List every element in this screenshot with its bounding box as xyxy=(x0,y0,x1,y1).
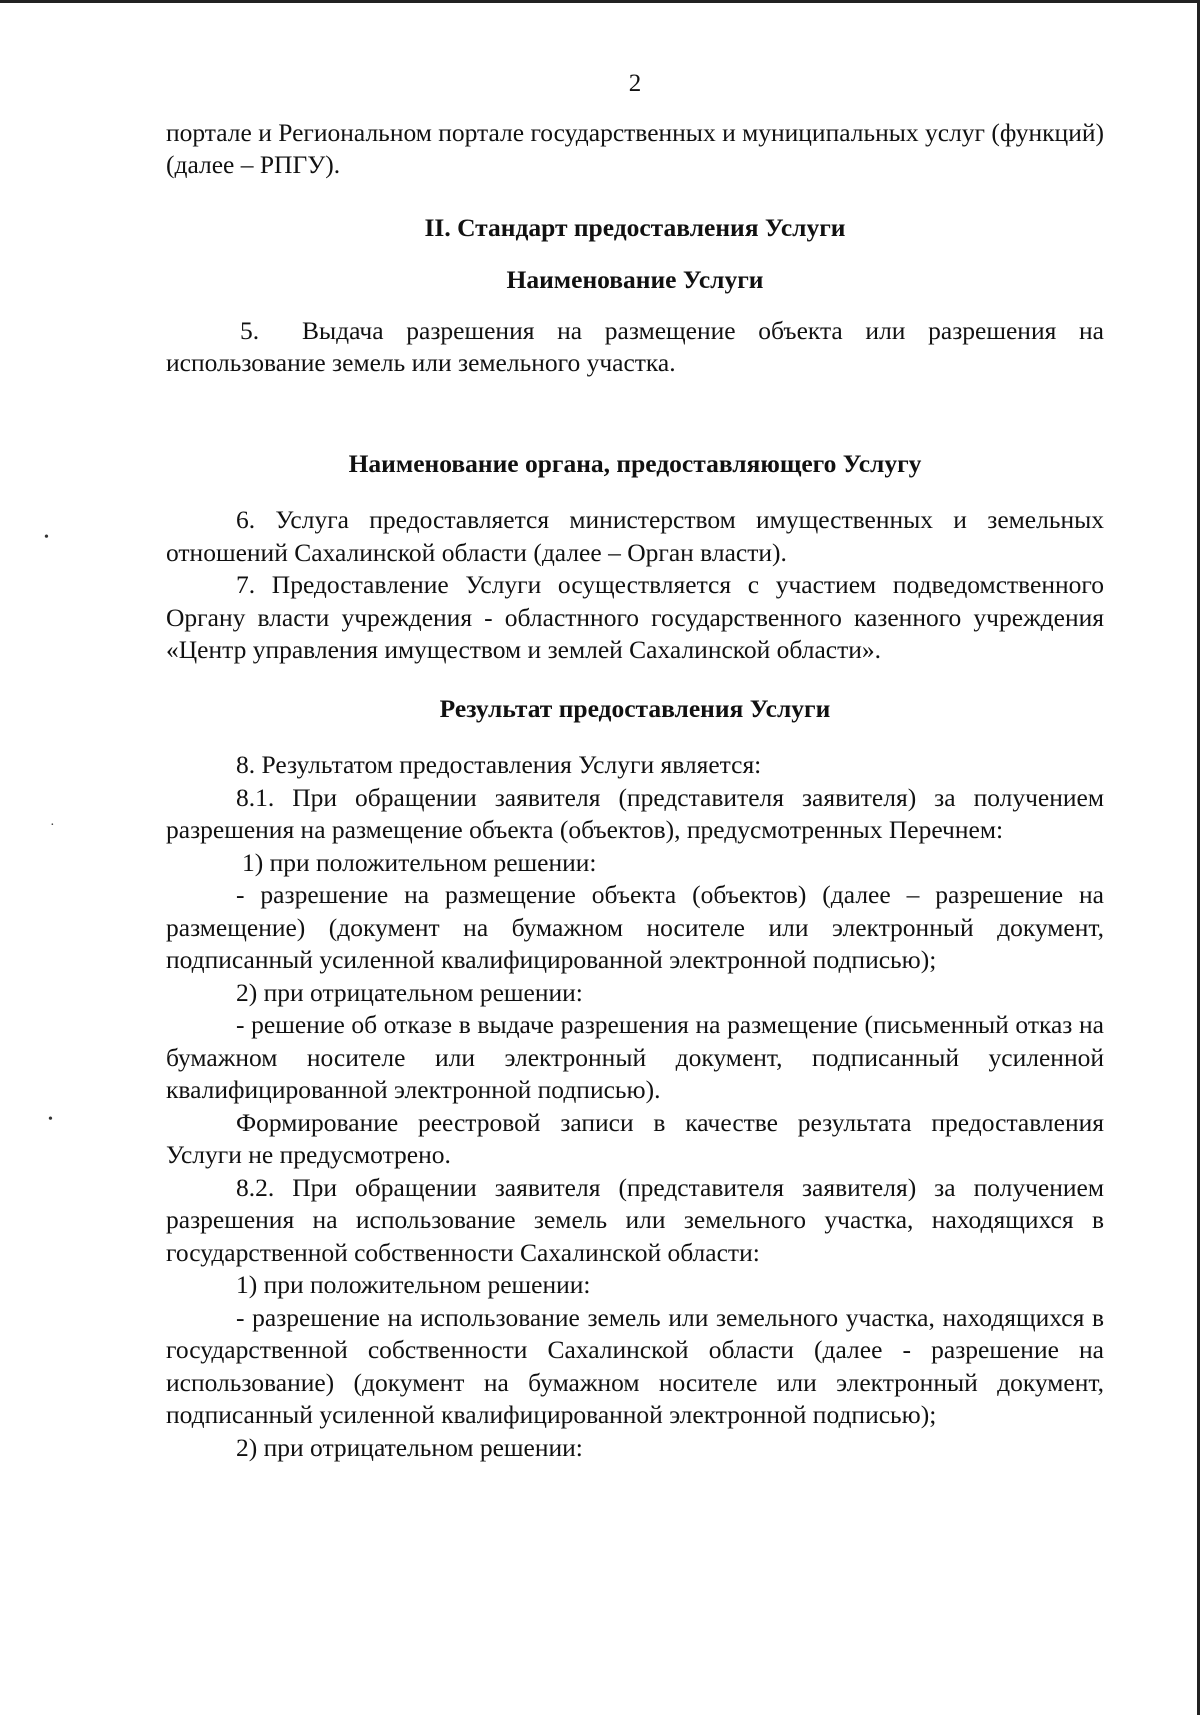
scan-speck: · xyxy=(50,818,55,833)
paragraph-6: 6. Услуга предоставляется министерством имущественных и земельных отношений Сахалинской области (далее – Орган власти). xyxy=(166,505,1104,567)
paragraph-8-1-positive: 1) при положительном решении: xyxy=(242,847,597,877)
paragraph-8-2-negative: 2) при отрицательном решении: xyxy=(236,1432,583,1462)
paragraph-5-number: 5. xyxy=(240,315,260,345)
document-page xyxy=(166,68,1104,1464)
scan-speck: • xyxy=(44,530,49,545)
page-number: 2 xyxy=(628,70,642,97)
paragraph-7: 7. Предоставление Услуги осуществляется с участием подведомственного Органу власти учреждения - областнного государственного казенного учреждения «Центр управления имуществом и землей Сахалинской области». xyxy=(166,570,1104,664)
paragraph-5 xyxy=(166,315,1104,380)
scan-edge-top xyxy=(0,0,1200,3)
paragraph-8-1: 8.1. При обращении заявителя (представителя заявителя) за получением разрешения на размещение объекта (объектов), предусмотренных Перечнем: xyxy=(166,782,1104,844)
paragraph-5-text: Выдача разрешения на размещение объекта или разрешения на использование земель или земельного участка. xyxy=(166,315,1104,377)
heading-organ: Наименование органа, предоставляющего Услугу xyxy=(348,448,922,478)
heading-service-name: Наименование Услуги xyxy=(506,265,764,294)
heading-result: Результат предоставления Услуги xyxy=(439,693,831,723)
paragraph-8-2-positive-text: - разрешение на использование земель или земельного участка, находящихся в государственной собственности Сахалинской области (далее - разрешение на использование) (документ на бумажном носителе или электронный документ, подписанный усиленной квалифицированной электронной подписью); xyxy=(166,1302,1104,1429)
scan-speck: • xyxy=(48,1112,53,1127)
paragraph-8-1-negative-text: - решение об отказе в выдаче разрешения на размещение (письменный отказ на бумажном носителе или электронный документ, подписанный усиленной квалифицированной электронной подписью). xyxy=(166,1010,1104,1104)
paragraph-intro: портале и Региональном портале государственных и муниципальных услуг (функций) (далее – РПГУ). xyxy=(166,117,1104,179)
paragraph-registry: Формирование реестровой записи в качестве результата предоставления Услуги не предусмотрено. xyxy=(166,1107,1104,1169)
paragraph-8-1-positive-text: - разрешение на размещение объекта (объектов) (далее – разрешение на размещение) (документ на бумажном носителе или электронный документ, подписанный усиленной квалифицированной электронной подписью); xyxy=(166,880,1104,974)
section-title: II. Стандарт предоставления Услуги xyxy=(424,212,846,242)
paragraph-8-1-negative: 2) при отрицательном решении: xyxy=(236,977,583,1007)
paragraph-8-2: 8.2. При обращении заявителя (представителя заявителя) за получением разрешения на использование земель или земельного участка, находящихся в государственной собственности Сахалинской области: xyxy=(166,1172,1104,1267)
paragraph-8: 8. Результатом предоставления Услуги является: xyxy=(236,750,762,779)
paragraph-8-2-positive: 1) при положительном решении: xyxy=(236,1270,591,1299)
